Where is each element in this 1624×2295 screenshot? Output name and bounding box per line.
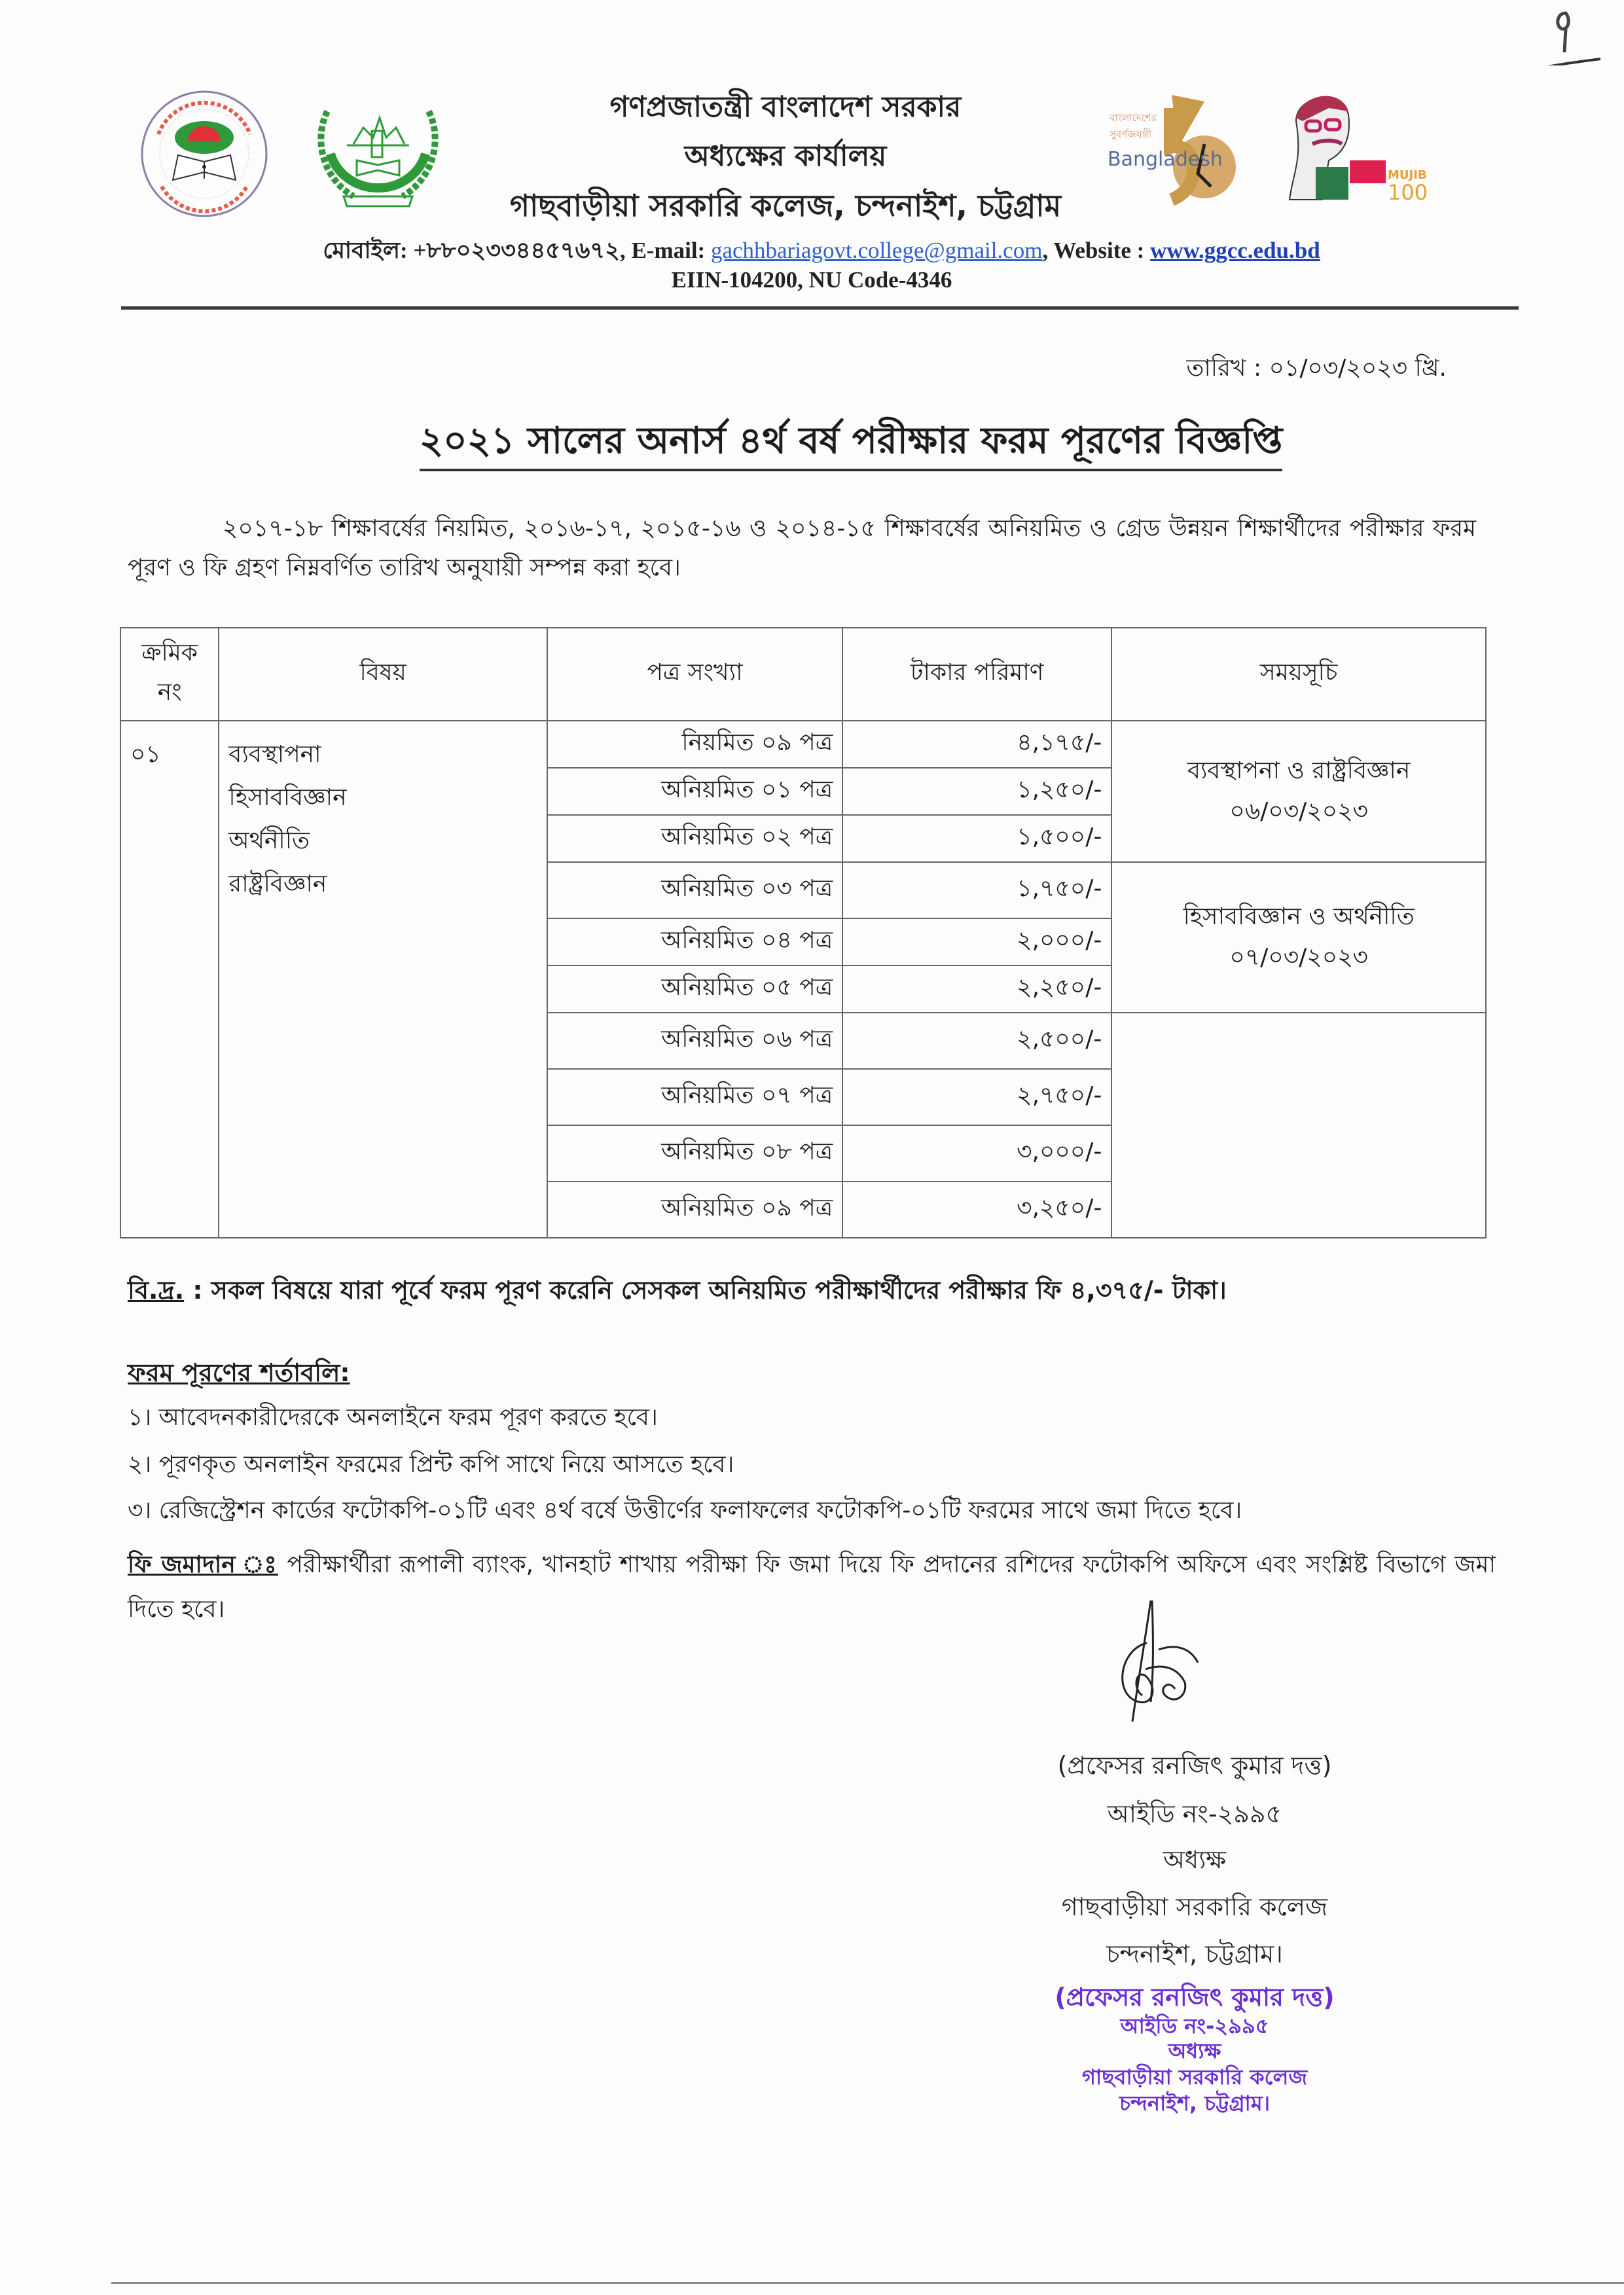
header-amount: টাকার পরিমাণ (842, 628, 1111, 721)
college-name: গাছবাড়ীয়া সরকারি কলেজ, চন্দনাইশ, চট্টগ্রাম (509, 188, 1062, 223)
amount-cell: ১,৫০০/- (842, 815, 1111, 862)
signatory-institution: গাছবাড়ীয়া সরকারি কলেজ (1061, 1892, 1328, 1921)
note-text: : সকল বিষয়ে যারা পূর্বে ফরম পূরণ করেনি সেসকল অনিয়মিত পরীক্ষার্থীদের পরীক্ষার ফি ৪,৩৭৫/- টাকা। (184, 1276, 1227, 1305)
college-logo (308, 92, 448, 216)
schedule-cell (1111, 721, 1486, 862)
notice-date: তারিখ : ০১/০৩/২০২৩ খ্রি. (1186, 355, 1447, 382)
schedule-date: ০৭/০৩/২০২৩ (1229, 944, 1368, 971)
header-schedule: সময়সূচি (1111, 628, 1486, 721)
conditions-title: ফরম পূরণের শর্তাবলি: (128, 1358, 350, 1387)
stamp-id: আইডি নং-২৯৯৫ (1120, 2014, 1269, 2038)
deposit-label: ফি জমাদান ঃ (128, 1551, 278, 1578)
header-divider (121, 306, 1519, 310)
amount-cell: ১,৭৫০/- (842, 862, 1111, 918)
table-header-row (120, 628, 1486, 721)
papers-cell: নিয়মিত ০৯ পত্র (547, 721, 842, 768)
intro-paragraph: ২০১৭-১৮ শিক্ষাবর্ষের নিয়মিত, ২০১৬-১৭, ২০১৫-১৬ ও ২০১৪-১৫ শিক্ষাবর্ষের অনিয়মিত ও গ্রেড উন্নয়ন শিক্ষার্থীদের পরীক্ষার ফরম পূরণ ও ফি গ্রহণ নিম্নবর্ণিত তারিখ অনুযায়ী সম্পন্ন করা হবে। (128, 515, 1476, 581)
subject-item: অর্থনীতি (228, 827, 310, 854)
amount-cell: ৩,০০০/- (842, 1125, 1111, 1182)
svg-text:MUJIB: MUJIB (1388, 168, 1427, 182)
papers-cell: অনিয়মিত ০৫ পত্র (547, 966, 842, 1013)
stamp-institution: গাছবাড়ীয়া সরকারি কলেজ (1081, 2065, 1308, 2089)
schedule-cell (1111, 862, 1486, 1013)
signatory-designation: অধ্যক্ষ (1163, 1845, 1226, 1874)
svg-text:100: 100 (1388, 180, 1428, 205)
papers-cell: অনিয়মিত ০৩ পত্র (547, 862, 842, 918)
stamp-location: চন্দনাইশ, চট্টগ্রাম। (1119, 2091, 1271, 2116)
subject-item: হিসাববিজ্ঞান (228, 784, 347, 811)
svg-text:বাংলাদেশের: বাংলাদেশের (1110, 112, 1157, 124)
papers-cell: অনিয়মিত ০৪ পত্র (547, 918, 842, 966)
condition-item: ১। আবেদনকারীদেরকে অনলাইনে ফরম পূরণ করতে হবে। (128, 1404, 658, 1431)
amount-cell: ৪,১৭৫/- (842, 721, 1111, 768)
papers-cell: অনিয়মিত ০১ পত্র (547, 768, 842, 815)
papers-cell: অনিয়মিত ০৭ পত্র (547, 1069, 842, 1125)
bangladesh-50-logo (1106, 82, 1244, 206)
email-link[interactable]: gachhbariagovt.college@gmail.com (710, 238, 1043, 263)
papers-cell: অনিয়মিত ০৯ পত্র (547, 1182, 842, 1238)
website-label: , Website : (1042, 238, 1145, 263)
amount-cell: ২,৫০০/- (842, 1013, 1111, 1069)
subject-item: রাষ্ট্রবিজ্ঞান (228, 871, 327, 897)
stamp-name: (প্রফেসর রনজিৎ কুমার দত্ত) (1055, 1983, 1335, 2012)
notice-title-text: ২০২১ সালের অনার্স ৪র্থ বর্ষ পরীক্ষার ফরম পূরণের বিজ্ঞপ্তি (420, 420, 1283, 471)
header-papers: পত্র সংখ্যা (547, 628, 842, 721)
schedule-date: ০৬/০৩/২০২৩ (1229, 798, 1368, 825)
email-label: E-mail: (631, 238, 706, 263)
signatory-id: আইডি নং-২৯৯৫ (1107, 1799, 1282, 1828)
condition-item: ২। পূরণকৃত অনলাইন ফরমের প্রিন্ট কপি সাথে নিয়ে আসতে হবে। (128, 1451, 734, 1478)
papers-cell: অনিয়মিত ০৬ পত্র (547, 1013, 842, 1069)
deposit-text: পরীক্ষার্থীরা রূপালী ব্যাংক, খানহাট শাখায় পরীক্ষা ফি জমা দিয়ে ফি প্রদানের রশিদের ফটোকপি অফিসে এবং সংশ্লিষ্ট বিভাগে জমা দিতে হবে। (128, 1551, 1496, 1623)
note-line (128, 1271, 1502, 1313)
condition-item: ৩। রেজিস্ট্রেশন কার্ডের ফটোকপি-০১টি এবং ৪র্থ বর্ষে উত্তীর্ণের ফলাফলের ফটোকপি-০১টি ফরমের সাথে জমা দিতে হবে। (128, 1497, 1242, 1524)
amount-cell: ২,২৫০/- (842, 966, 1111, 1013)
handwritten-signature (1106, 1597, 1204, 1728)
table-row (120, 721, 1486, 768)
signatory-name: (প্রফেসর রনজিৎ কুমার দত্ত) (1057, 1751, 1332, 1780)
mobile-number: +৮৮০২৩৩৪৪৫৭৬৭২, (413, 238, 626, 263)
scan-edge-line (111, 2282, 1624, 2284)
fee-table (120, 627, 1487, 1238)
svg-text:সুবর্ণজয়ন্তী: সুবর্ণজয়ন্তী (1110, 128, 1152, 140)
mujib-100-logo (1276, 82, 1434, 206)
subjects-cell (219, 721, 547, 1238)
amount-cell: ২,৭৫০/- (842, 1069, 1111, 1125)
mobile-label: মোবাইল: (323, 238, 408, 263)
bangladesh-text: Bangladesh (1108, 148, 1223, 171)
papers-cell: অনিয়মিত ০২ পত্র (547, 815, 842, 862)
note-label: বি.দ্র. (128, 1276, 185, 1305)
schedule-subjects: ব্যবস্থাপনা ও রাষ্ট্রবিজ্ঞান (1187, 757, 1411, 784)
amount-cell: ১,২৫০/- (842, 768, 1111, 815)
amount-cell: ২,০০০/- (842, 918, 1111, 966)
website-link[interactable]: www.ggcc.edu.bd (1150, 238, 1320, 263)
schedule-subjects: হিসাববিজ্ঞান ও অর্থনীতি (1183, 903, 1415, 930)
papers-cell: অনিয়মিত ০৮ পত্র (547, 1125, 842, 1182)
schedule-cell-empty (1111, 1013, 1486, 1238)
header-subject: বিষয় (219, 628, 547, 721)
stamp-designation: অধ্যক্ষ (1168, 2038, 1221, 2063)
office-title: অধ্যক্ষের কার্যালয় (684, 139, 887, 173)
subject-item: ব্যবস্থাপনা (228, 741, 321, 768)
signatory-location: চন্দনাইশ, চট্টগ্রাম। (1106, 1940, 1283, 1968)
contact-line (183, 232, 1460, 271)
handwritten-page-number (1519, 7, 1604, 65)
government-title: গণপ্রজাতন্ত্রী বাংলাদেশ সরকার (609, 90, 962, 124)
serial-cell: ০১ (120, 721, 219, 1238)
eiin-code: EIIN-104200, NU Code-4346 (671, 267, 952, 293)
header-serial: ক্রমিক নং (120, 628, 219, 721)
notice-title (327, 412, 1375, 474)
education-motto-logo (139, 88, 270, 219)
amount-cell: ৩,২৫০/- (842, 1182, 1111, 1238)
fee-deposit-paragraph (128, 1543, 1496, 1632)
